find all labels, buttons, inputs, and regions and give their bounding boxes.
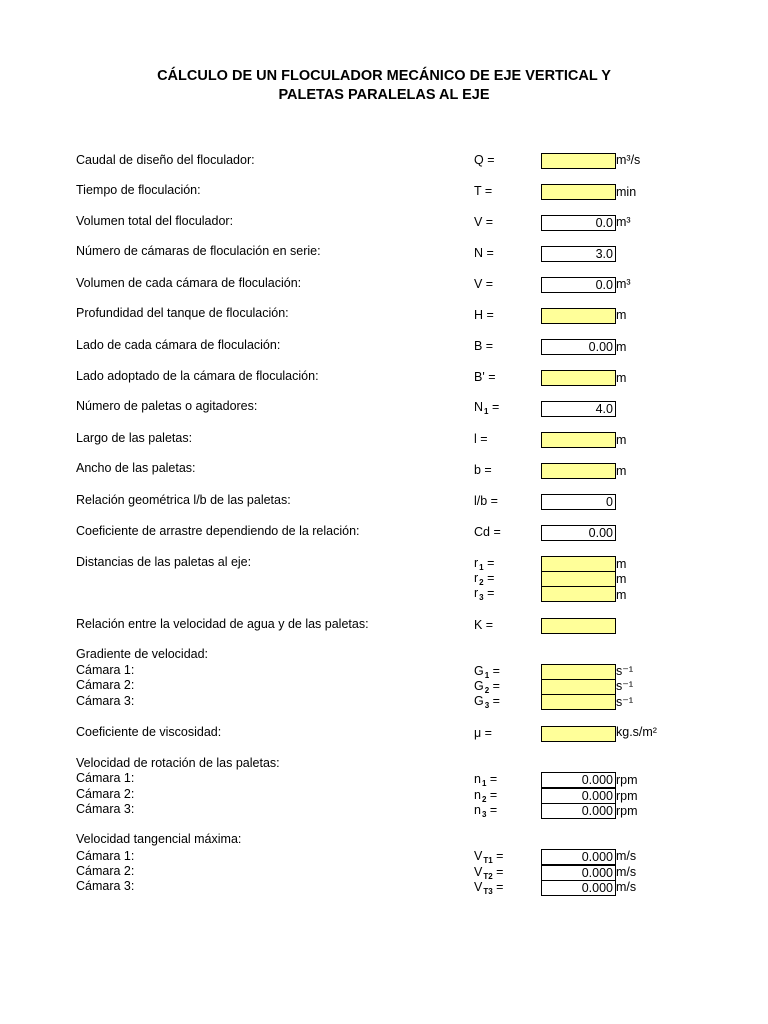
caudal-unit: m³/s [616,153,641,167]
vt1-unit: m/s [616,849,637,863]
num-paletas-output[interactable]: 4.0 [541,401,616,417]
tiempo-input[interactable] [541,184,616,200]
num-camaras-symbol: N = [474,246,494,260]
cd-label: Coeficiente de arrastre dependiendo de la relación: [76,524,360,538]
ancho-unit: m [616,464,627,478]
vt1-output[interactable]: 0.000 [541,849,616,865]
g1-input[interactable] [541,664,616,680]
ancho-label: Ancho de las paletas: [76,461,196,475]
largo-label: Largo de las paletas: [76,431,193,445]
g2-unit: s⁻¹ [616,679,634,693]
g2-input[interactable] [541,679,616,695]
lado-label: Lado de cada cámara de floculación: [76,338,281,352]
rotacion-camara3-label: Cámara 3: [76,802,135,816]
lado-adoptado-input[interactable] [541,370,616,386]
cd-symbol: Cd = [474,525,501,539]
volumen-total-output[interactable]: 0.0 [541,215,616,231]
vt3-unit: m/s [616,880,637,894]
relacion-lb-label: Relación geométrica l/b de las paletas: [76,493,291,507]
profundidad-symbol: H = [474,308,494,322]
num-camaras-label: Número de cámaras de floculación en serie: [76,244,321,258]
volumen-total-symbol: V = [474,215,494,229]
profundidad-unit: m [616,308,627,322]
tangencial-label: Velocidad tangencial máxima: [76,832,242,846]
page-title-line-2: PALETAS PARALELAS AL EJE [278,87,490,103]
lado-adoptado-label: Lado adoptado de la cámara de floculación: [76,369,319,383]
vt3-symbol: $V_{T3}$ = [474,880,504,896]
n3-unit: rpm [616,804,638,818]
lado-output[interactable]: 0.00 [541,339,616,355]
viscosidad-symbol: μ = [474,726,492,740]
n3-output[interactable]: 0.000 [541,803,616,819]
k-label: Relación entre la velocidad de agua y de las paletas: [76,617,369,631]
num-paletas-symbol: $N_1$ = [474,400,500,416]
ancho-symbol: b = [474,463,492,477]
gradiente-camara3-label: Cámara 3: [76,694,135,708]
vt1-symbol: $V_{T1}$ = [474,849,504,865]
page-title-line-1: CÁLCULO DE UN FLOCULADOR MECÁNICO DE EJE VERTICAL Y [157,68,611,84]
n1-unit: rpm [616,773,638,787]
tiempo-symbol: T = [474,184,493,198]
relacion-lb-output[interactable]: 0 [541,494,616,510]
g3-unit: s⁻¹ [616,695,634,709]
volumen-camara-symbol: V = [474,277,494,291]
gradiente-label: Gradiente de velocidad: [76,647,209,661]
g3-symbol: $G_3$ = [474,694,500,710]
tangencial-camara3-label: Cámara 3: [76,879,135,893]
vt2-output[interactable]: 0.000 [541,865,616,881]
volumen-camara-unit: m³ [616,277,631,291]
rotacion-label: Velocidad de rotación de las paletas: [76,756,280,770]
viscosidad-input[interactable] [541,726,616,742]
num-camaras-output[interactable]: 3.0 [541,246,616,262]
tangencial-camara2-label: Cámara 2: [76,864,135,878]
volumen-camara-output[interactable]: 0.0 [541,277,616,293]
cd-output[interactable]: 0.00 [541,525,616,541]
largo-symbol: l = [474,432,488,446]
tiempo-label: Tiempo de floculación: [76,183,201,197]
lado-unit: m [616,340,627,354]
r3-symbol: $r_3$ = [474,586,495,602]
vt2-unit: m/s [616,865,637,879]
r2-input[interactable] [541,571,616,587]
tiempo-unit: min [616,185,637,199]
g1-symbol: $G_1$ = [474,664,500,680]
gradiente-camara2-label: Cámara 2: [76,678,135,692]
r3-unit: m [616,588,627,602]
viscosidad-label: Coeficiente de viscosidad: [76,725,222,739]
num-paletas-label: Número de paletas o agitadores: [76,399,258,413]
rotacion-camara2-label: Cámara 2: [76,787,135,801]
k-symbol: K = [474,618,494,632]
n3-symbol: $n_3$ = [474,803,498,819]
r1-symbol: $r_1$ = [474,556,495,572]
profundidad-label: Profundidad del tanque de floculación: [76,306,289,320]
viscosidad-unit: kg.s/m² [616,725,657,739]
caudal-label: Caudal de diseño del floculador: [76,153,255,167]
vt3-output[interactable]: 0.000 [541,880,616,896]
lado-adoptado-unit: m [616,371,627,385]
lado-symbol: B = [474,339,494,353]
ancho-input[interactable] [541,463,616,479]
n1-symbol: $n_1$ = [474,772,498,788]
n2-output[interactable]: 0.000 [541,788,616,804]
tangencial-camara1-label: Cámara 1: [76,849,135,863]
g3-input[interactable] [541,694,616,710]
g2-symbol: $G_2$ = [474,679,500,695]
caudal-input[interactable] [541,153,616,169]
n2-unit: rpm [616,789,638,803]
distancias-label: Distancias de las paletas al eje: [76,555,252,569]
volumen-total-label: Volumen total del floculador: [76,214,234,228]
r2-unit: m [616,572,627,586]
volumen-camara-label: Volumen de cada cámara de floculación: [76,276,302,290]
gradiente-camara1-label: Cámara 1: [76,663,135,677]
r1-input[interactable] [541,556,616,572]
largo-unit: m [616,433,627,447]
volumen-total-unit: m³ [616,215,631,229]
vt2-symbol: $V_{T2}$ = [474,865,504,881]
k-input[interactable] [541,618,616,634]
lado-adoptado-symbol: B' = [474,370,496,384]
relacion-lb-symbol: l/b = [474,494,498,508]
n2-symbol: $n_2$ = [474,788,498,804]
g1-unit: s⁻¹ [616,664,634,678]
r1-unit: m [616,557,627,571]
caudal-symbol: Q = [474,153,495,167]
profundidad-input[interactable] [541,308,616,324]
largo-input[interactable] [541,432,616,448]
r3-input[interactable] [541,586,616,602]
rotacion-camara1-label: Cámara 1: [76,771,135,785]
n1-output[interactable]: 0.000 [541,772,616,788]
r2-symbol: $r_2$ = [474,571,495,587]
